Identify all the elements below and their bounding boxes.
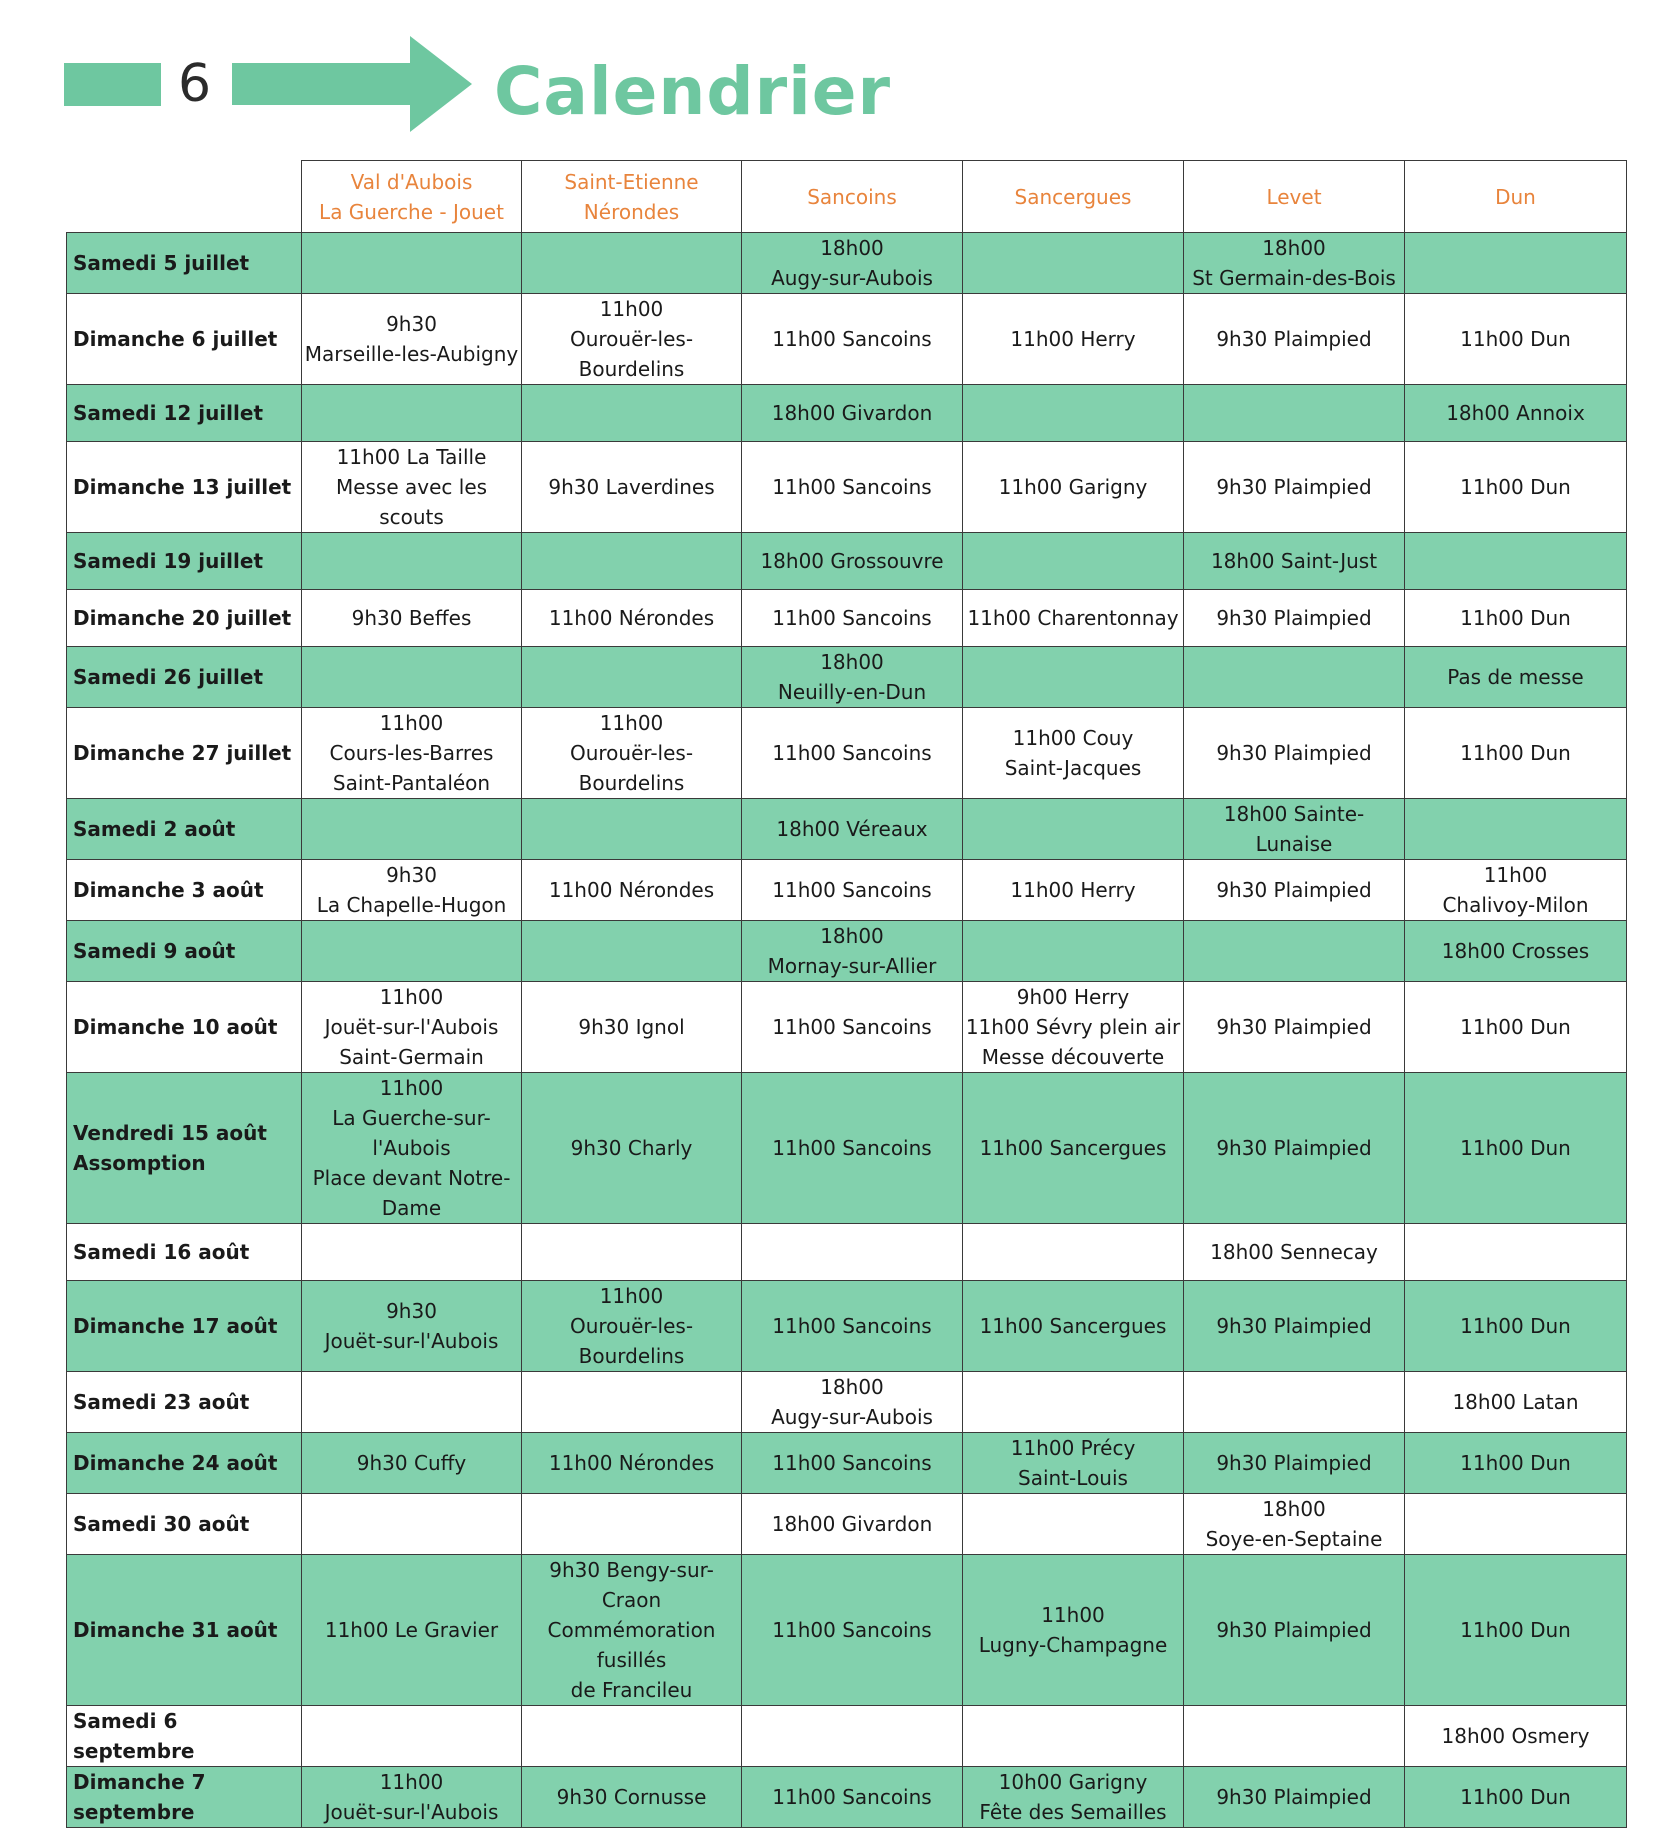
mass-cell: 11h00 Herry xyxy=(963,294,1184,385)
mass-cell xyxy=(1184,1706,1405,1767)
page-header xyxy=(0,0,1653,150)
mass-cell: 11h00 Herry xyxy=(963,860,1184,921)
table-row xyxy=(67,1706,1627,1767)
mass-cell: 11h00 Dun xyxy=(1405,442,1627,533)
mass-cell: 9h30 Bengy-sur-Craon Commémoration fusillés de Francileu xyxy=(522,1555,742,1706)
mass-cell xyxy=(302,385,522,442)
mass-cell xyxy=(1405,1494,1627,1555)
mass-cell: 18h00 St Germain-des-Bois xyxy=(1184,233,1405,294)
mass-cell xyxy=(522,647,742,708)
mass-cell: 18h00 Givardon xyxy=(742,1494,963,1555)
mass-cell: 9h30 Plaimpied xyxy=(1184,1555,1405,1706)
mass-cell: 9h30 Plaimpied xyxy=(1184,1281,1405,1372)
mass-cell: 11h00 Ourouër-les-Bourdelins xyxy=(522,294,742,385)
mass-cell: 18h00 Véreaux xyxy=(742,799,963,860)
header-bar-decoration xyxy=(64,63,161,106)
mass-cell: 11h00 Ourouër-les-Bourdelins xyxy=(522,708,742,799)
mass-cell: 10h00 Garigny Fête des Semailles xyxy=(963,1767,1184,1828)
day-cell: Dimanche 10 août xyxy=(67,982,302,1073)
table-row xyxy=(67,442,1627,533)
day-cell: Dimanche 13 juillet xyxy=(67,442,302,533)
table-row xyxy=(67,233,1627,294)
mass-cell: 11h00 Sancoins xyxy=(742,590,963,647)
day-cell: Samedi 19 juillet xyxy=(67,533,302,590)
mass-cell: 9h30 Plaimpied xyxy=(1184,860,1405,921)
mass-cell: 11h00 Garigny xyxy=(963,442,1184,533)
mass-cell xyxy=(1405,799,1627,860)
mass-cell: 11h00 La Guerche-sur-l'Aubois Place devant Notre-Dame xyxy=(302,1073,522,1224)
mass-cell: 18h00 Saint-Just xyxy=(1184,533,1405,590)
day-cell: Samedi 12 juillet xyxy=(67,385,302,442)
mass-cell: 11h00 Nérondes xyxy=(522,1433,742,1494)
column-header: Saint-Etienne Nérondes xyxy=(522,161,742,233)
mass-cell xyxy=(302,921,522,982)
table-row xyxy=(67,982,1627,1073)
mass-cell: 9h30 Plaimpied xyxy=(1184,1073,1405,1224)
day-cell: Samedi 30 août xyxy=(67,1494,302,1555)
table-row xyxy=(67,533,1627,590)
mass-cell xyxy=(522,1372,742,1433)
day-cell: Vendredi 15 août Assomption xyxy=(67,1073,302,1224)
day-cell: Dimanche 31 août xyxy=(67,1555,302,1706)
mass-cell: 9h30 Ignol xyxy=(522,982,742,1073)
day-cell: Samedi 23 août xyxy=(67,1372,302,1433)
day-cell: Dimanche 6 juillet xyxy=(67,294,302,385)
mass-cell: 9h30 Charly xyxy=(522,1073,742,1224)
mass-cell xyxy=(522,799,742,860)
table-row xyxy=(67,294,1627,385)
day-cell: Samedi 9 août xyxy=(67,921,302,982)
table-row xyxy=(67,1372,1627,1433)
mass-cell xyxy=(522,1494,742,1555)
mass-cell: 11h00 Sancoins xyxy=(742,1433,963,1494)
mass-cell: 11h00 Sancoins xyxy=(742,1767,963,1828)
mass-cell xyxy=(963,921,1184,982)
mass-cell: 9h30 Laverdines xyxy=(522,442,742,533)
mass-cell: 18h00 Grossouvre xyxy=(742,533,963,590)
mass-cell: 11h00 Charentonnay xyxy=(963,590,1184,647)
mass-cell: 11h00 Dun xyxy=(1405,590,1627,647)
mass-cell: 18h00 Sainte-Lunaise xyxy=(1184,799,1405,860)
mass-cell: 11h00 Nérondes xyxy=(522,860,742,921)
day-cell: Samedi 16 août xyxy=(67,1224,302,1281)
day-cell: Dimanche 27 juillet xyxy=(67,708,302,799)
mass-cell xyxy=(522,1706,742,1767)
mass-cell: 9h30 Plaimpied xyxy=(1184,1767,1405,1828)
table-row xyxy=(67,1433,1627,1494)
mass-cell: 9h30 La Chapelle-Hugon xyxy=(302,860,522,921)
page-title: Calendrier xyxy=(494,53,892,130)
column-header: Levet xyxy=(1184,161,1405,233)
mass-cell xyxy=(963,1706,1184,1767)
table-row xyxy=(67,1767,1627,1828)
mass-cell: 9h30 Beffes xyxy=(302,590,522,647)
arrow-right-icon xyxy=(232,36,472,132)
day-cell: Samedi 5 juillet xyxy=(67,233,302,294)
mass-cell: 11h00 Précy Saint-Louis xyxy=(963,1433,1184,1494)
mass-cell xyxy=(963,647,1184,708)
mass-cell: Pas de messe xyxy=(1405,647,1627,708)
mass-cell: 9h30 Marseille-les-Aubigny xyxy=(302,294,522,385)
page-number: 6 xyxy=(178,54,212,114)
mass-cell: 11h00 Couy Saint-Jacques xyxy=(963,708,1184,799)
day-cell: Samedi 2 août xyxy=(67,799,302,860)
mass-cell: 9h30 Plaimpied xyxy=(1184,442,1405,533)
table-row xyxy=(67,860,1627,921)
column-header: Val d'Aubois La Guerche - Jouet xyxy=(302,161,522,233)
table-row xyxy=(67,708,1627,799)
mass-cell: 18h00 Osmery xyxy=(1405,1706,1627,1767)
mass-cell: 11h00 Jouët-sur-l'Aubois xyxy=(302,1767,522,1828)
mass-cell: 11h00 Dun xyxy=(1405,294,1627,385)
mass-cell: 18h00 Sennecay xyxy=(1184,1224,1405,1281)
mass-cell: 18h00 Mornay-sur-Allier xyxy=(742,921,963,982)
mass-cell: 9h00 Herry 11h00 Sévry plein air Messe découverte xyxy=(963,982,1184,1073)
table-row xyxy=(67,1224,1627,1281)
mass-cell: 11h00 Nérondes xyxy=(522,590,742,647)
mass-cell: 11h00 Dun xyxy=(1405,1555,1627,1706)
mass-cell: 11h00 Dun xyxy=(1405,1433,1627,1494)
table-row xyxy=(67,1494,1627,1555)
mass-cell xyxy=(963,1494,1184,1555)
mass-cell: 18h00 Crosses xyxy=(1405,921,1627,982)
mass-cell xyxy=(1184,1372,1405,1433)
column-header: Dun xyxy=(1405,161,1627,233)
mass-cell: 9h30 Plaimpied xyxy=(1184,590,1405,647)
mass-cell: 11h00 Dun xyxy=(1405,982,1627,1073)
mass-cell xyxy=(1184,385,1405,442)
mass-cell: 9h30 Jouët-sur-l'Aubois xyxy=(302,1281,522,1372)
mass-cell: 11h00 Sancergues xyxy=(963,1281,1184,1372)
mass-cell: 18h00 Augy-sur-Aubois xyxy=(742,233,963,294)
mass-cell xyxy=(1405,533,1627,590)
mass-cell: 11h00 Sancoins xyxy=(742,1281,963,1372)
mass-cell: 18h00 Givardon xyxy=(742,385,963,442)
mass-cell: 18h00 Augy-sur-Aubois xyxy=(742,1372,963,1433)
mass-cell: 18h00 Neuilly-en-Dun xyxy=(742,647,963,708)
mass-cell xyxy=(742,1224,963,1281)
table-row xyxy=(67,1073,1627,1224)
mass-cell: 11h00 Jouët-sur-l'Aubois Saint-Germain xyxy=(302,982,522,1073)
day-cell: Dimanche 3 août xyxy=(67,860,302,921)
mass-cell xyxy=(963,1224,1184,1281)
mass-cell xyxy=(302,1494,522,1555)
mass-cell: 11h00 Chalivoy-Milon xyxy=(1405,860,1627,921)
table-header-row xyxy=(67,161,1627,233)
mass-cell: 11h00 Dun xyxy=(1405,1281,1627,1372)
mass-cell: 18h00 Annoix xyxy=(1405,385,1627,442)
table-row xyxy=(67,1281,1627,1372)
day-cell: Samedi 26 juillet xyxy=(67,647,302,708)
table-row xyxy=(67,385,1627,442)
calendar-body xyxy=(67,233,1627,1828)
mass-cell xyxy=(522,533,742,590)
mass-cell xyxy=(302,1372,522,1433)
mass-cell: 11h00 Sancoins xyxy=(742,708,963,799)
mass-cell: 11h00 Dun xyxy=(1405,708,1627,799)
mass-cell: 18h00 Soye-en-Septaine xyxy=(1184,1494,1405,1555)
mass-cell xyxy=(1184,647,1405,708)
mass-cell xyxy=(302,233,522,294)
mass-cell: 11h00 Sancoins xyxy=(742,294,963,385)
mass-cell: 11h00 Sancergues xyxy=(963,1073,1184,1224)
mass-cell: 11h00 Sancoins xyxy=(742,982,963,1073)
table-row xyxy=(67,590,1627,647)
mass-cell xyxy=(742,1706,963,1767)
mass-cell: 18h00 Latan xyxy=(1405,1372,1627,1433)
day-cell: Dimanche 20 juillet xyxy=(67,590,302,647)
mass-cell: 9h30 Plaimpied xyxy=(1184,708,1405,799)
mass-cell xyxy=(302,799,522,860)
corner-cell xyxy=(67,161,302,233)
mass-cell: 9h30 Cornusse xyxy=(522,1767,742,1828)
mass-cell xyxy=(302,1706,522,1767)
mass-cell xyxy=(302,1224,522,1281)
mass-cell: 9h30 Plaimpied xyxy=(1184,982,1405,1073)
mass-cell xyxy=(302,647,522,708)
mass-cell: 9h30 Plaimpied xyxy=(1184,294,1405,385)
day-cell: Dimanche 17 août xyxy=(67,1281,302,1372)
table-row xyxy=(67,1555,1627,1706)
mass-cell xyxy=(963,1372,1184,1433)
mass-cell xyxy=(963,385,1184,442)
mass-cell xyxy=(1405,233,1627,294)
mass-cell: 11h00 Lugny-Champagne xyxy=(963,1555,1184,1706)
table-row xyxy=(67,921,1627,982)
mass-cell: 11h00 Sancoins xyxy=(742,1555,963,1706)
column-header: Sancoins xyxy=(742,161,963,233)
mass-cell xyxy=(522,921,742,982)
mass-cell: 11h00 Sancoins xyxy=(742,1073,963,1224)
mass-cell xyxy=(522,233,742,294)
mass-cell: 9h30 Plaimpied xyxy=(1184,1433,1405,1494)
mass-cell: 9h30 Cuffy xyxy=(302,1433,522,1494)
calendar-table xyxy=(66,160,1627,1828)
mass-cell: 11h00 La Taille Messe avec les scouts xyxy=(302,442,522,533)
mass-cell: 11h00 Dun xyxy=(1405,1073,1627,1224)
mass-cell xyxy=(522,1224,742,1281)
column-header: Sancergues xyxy=(963,161,1184,233)
mass-cell xyxy=(1405,1224,1627,1281)
day-cell: Dimanche 7 septembre xyxy=(67,1767,302,1828)
day-cell: Dimanche 24 août xyxy=(67,1433,302,1494)
mass-cell xyxy=(302,533,522,590)
mass-cell xyxy=(963,799,1184,860)
mass-cell: 11h00 Dun xyxy=(1405,1767,1627,1828)
mass-cell: 11h00 Le Gravier xyxy=(302,1555,522,1706)
table-row xyxy=(67,647,1627,708)
mass-cell: 11h00 Ourouër-les-Bourdelins xyxy=(522,1281,742,1372)
day-cell: Samedi 6 septembre xyxy=(67,1706,302,1767)
mass-cell: 11h00 Cours-les-Barres Saint-Pantaléon xyxy=(302,708,522,799)
mass-cell xyxy=(963,533,1184,590)
mass-cell xyxy=(1184,921,1405,982)
mass-cell xyxy=(963,233,1184,294)
mass-cell: 11h00 Sancoins xyxy=(742,442,963,533)
mass-cell: 11h00 Sancoins xyxy=(742,860,963,921)
table-row xyxy=(67,799,1627,860)
mass-cell xyxy=(522,385,742,442)
